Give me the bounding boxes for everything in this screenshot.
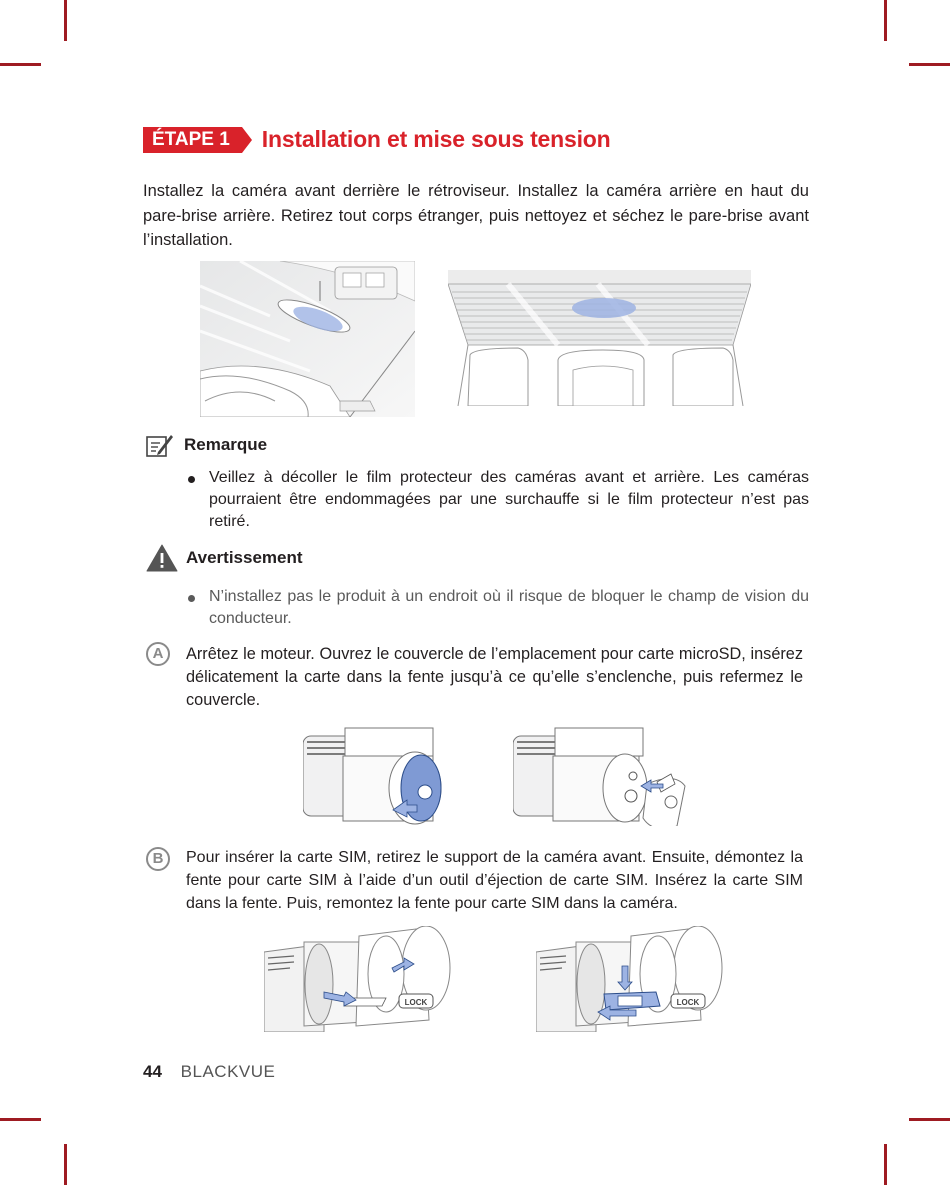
warning-title: Avertissement — [186, 548, 303, 567]
crop-mark — [909, 63, 950, 66]
sim-slot-remove-illustration — [264, 926, 454, 1032]
warning-bullet — [186, 586, 809, 630]
step-b-text: Pour insérer la carte SIM, retirez le support de la caméra avant. Ensuite, démontez la fente pour carte SIM à l’aide d’un outil d’éjection de carte SIM. Insérez la carte SIM dans la fente. Puis, remontez la fente pour carte SIM dans la caméra. — [186, 849, 803, 912]
crop-mark — [0, 1118, 41, 1121]
note-heading — [146, 432, 267, 458]
page-footer — [143, 1062, 275, 1082]
crop-mark — [64, 0, 67, 41]
lock-label: LOCK — [404, 998, 428, 1007]
note-bullet — [186, 467, 809, 533]
rear-windshield-illustration — [448, 270, 751, 406]
step-a-text: Arrêtez le moteur. Ouvrez le couvercle de l’emplacement pour carte microSD, insérez délicatement la carte dans la fente jusqu’à ce qu’elle s’enclenche, puis refermez le couvercle. — [186, 645, 803, 709]
step-b-marker: B — [146, 847, 170, 871]
lock-label: LOCK — [676, 998, 700, 1007]
warning-heading — [146, 544, 303, 572]
step-a-marker: A — [146, 642, 170, 666]
note-title: Remarque — [184, 435, 268, 454]
microsd-open-illustration — [513, 726, 695, 826]
warning-bullet-text: N’installez pas le produit à un endroit où il risque de bloquer le champ de vision du conducteur. — [209, 588, 809, 627]
warning-triangle-icon — [146, 544, 178, 572]
bullet-dot — [188, 595, 195, 602]
step-badge: ÉTAPE 1 — [143, 127, 242, 153]
intro-paragraph: Installez la caméra avant derrière le rétroviseur. Installez la caméra arrière en haut du pare-brise arrière. Retirez tout corps étranger, puis nettoyez et séchez le pare-brise avant l’installation. — [143, 182, 809, 249]
page-number: 44 — [143, 1062, 162, 1081]
crop-mark — [884, 0, 887, 41]
crop-mark — [884, 1144, 887, 1185]
sim-card-insert-illustration — [536, 926, 726, 1032]
crop-mark — [0, 63, 41, 66]
brand-name: BLACKVUE — [180, 1062, 276, 1081]
page-title: Installation et mise sous tension — [261, 126, 611, 152]
front-windshield-illustration — [200, 261, 415, 417]
note-bullet-text: Veillez à décoller le film protecteur des caméras avant et arrière. Les caméras pourraient être endommagées par une surchauffe si le film protecteur n’est pas retiré. — [209, 469, 809, 530]
note-pencil-icon — [146, 432, 174, 458]
microsd-closed-illustration — [303, 726, 445, 826]
crop-mark — [64, 1144, 67, 1185]
step-header — [143, 126, 610, 153]
crop-mark — [909, 1118, 950, 1121]
bullet-dot — [188, 476, 195, 483]
